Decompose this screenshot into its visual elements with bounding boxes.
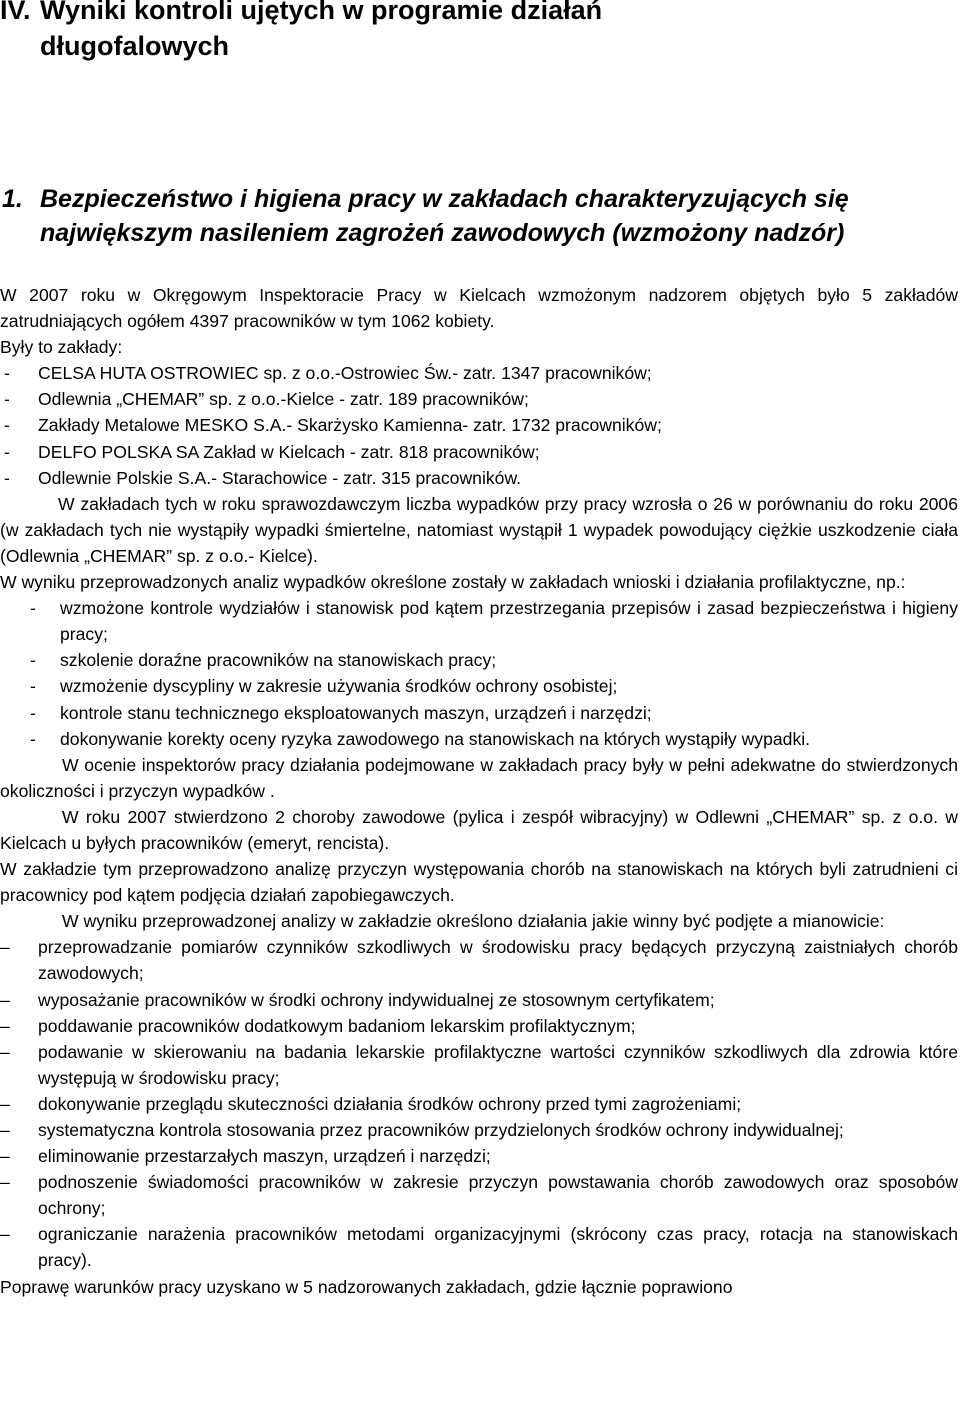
list-bullet: – <box>0 1041 10 1062</box>
measure-item <box>0 1143 958 1169</box>
list-item-text: ograniczanie narażenia pracowników metodami organizacyjnymi (skrócony czas pracy, rotacja na stanowiskach pracy). <box>38 1224 958 1271</box>
list-bullet: - <box>30 728 36 749</box>
list-item-text: dokonywanie przeglądu skuteczności działania środków ochrony przed tymi zagrożeniami; <box>38 1093 742 1114</box>
section-title-line2: długofalowych <box>40 31 229 61</box>
measure-item <box>0 1039 958 1091</box>
section-number: IV. <box>0 0 31 25</box>
accidents-paragraph: W zakładach tych w roku sprawozdawczym liczba wypadków przy pracy wzrosła o 26 w porównaniu do roku 2006 (w zakładach tych nie wystąpiły wypadki śmiertelne, natomiast wystąpił 1 wypadek powodujący ciężkie uszkodzenie ciała (Odlewnia „CHEMAR” sp. z o.o.- Kielce). <box>0 493 958 566</box>
list-item-text: wyposażanie pracowników w środki ochrony indywidualnej ze stosownym certyfikatem; <box>38 989 715 1010</box>
preventive-action-item <box>0 647 958 673</box>
list-bullet: - <box>4 415 10 436</box>
measure-item <box>0 934 958 986</box>
list-item-text: CELSA HUTA OSTROWIEC sp. z o.o.-Ostrowiec Św.- zatr. 1347 pracowników; <box>38 363 652 384</box>
preventive-action-item <box>0 726 958 752</box>
list-bullet: – <box>0 1015 10 1036</box>
list-item-text: podawanie w skierowaniu na badania lekarskie profilaktyczne wartości czynników szkodliwych dla zdrowia które występują w środowisku pracy; <box>38 1041 958 1088</box>
list-bullet: – <box>0 937 10 958</box>
list-bullet: – <box>0 1146 10 1167</box>
subsection-title-line1: Bezpieczeństwo i higiena pracy w zakładach charakteryzujących się <box>40 185 849 213</box>
list-bullet: – <box>0 1120 10 1140</box>
section-heading <box>0 0 900 64</box>
diseases-paragraph: W roku 2007 stwierdzono 2 choroby zawodowe (pylica i zespół wibracyjny) w Odlewni „CHEMAR” sp. z o.o. w Kielcach u byłych pracowników (emeryt, rencista). <box>0 806 958 853</box>
plant-item <box>0 465 958 491</box>
list-item-text: DELFO POLSKA SA Zakład w Kielcach - zatr. 818 pracowników; <box>38 441 540 462</box>
assessment-paragraph: W ocenie inspektorów pracy działania podejmowane w zakładach pracy były w pełni adekwatne do stwierdzonych okoliczności i przyczyn wypadków . <box>0 754 958 801</box>
intro-paragraph: W 2007 roku w Okręgowym Inspektoracie Pracy w Kielcach wzmożonym nadzorem objętych było 5 zakładów zatrudniających ogółem 4397 pracowników w tym 1062 kobiety. <box>0 285 958 332</box>
conclusions-paragraph: W wyniku przeprowadzonych analiz wypadków określone zostały w zakładach wnioski i działania profilaktyczne, np.: <box>0 572 906 593</box>
plant-item <box>0 439 958 465</box>
measures-paragraph: W wyniku przeprowadzonej analizy w zakładzie określono działania jakie winny być podjęte a mianowicie: <box>62 911 885 932</box>
measure-item <box>0 1013 958 1039</box>
plant-item <box>0 360 958 386</box>
subsection-number: 1. <box>2 185 23 213</box>
list-bullet: - <box>4 363 10 384</box>
list-bullet: – <box>0 1224 10 1245</box>
plant-item <box>0 386 958 412</box>
plants-heading: Były to zakłady: <box>0 337 123 358</box>
preventive-action-item <box>0 700 958 726</box>
list-item-text: systematyczna kontrola stosowania przez pracowników przydzielonych środków ochrony indywidualnej; <box>38 1120 844 1140</box>
list-bullet: - <box>4 441 10 462</box>
list-bullet: - <box>30 650 36 671</box>
list-item-text: wzmożone kontrole wydziałów i stanowisk pod kątem przestrzegania przepisów i zasad bezpieczeństwa i higieny pracy; <box>60 598 958 645</box>
preventive-action-item <box>0 673 958 699</box>
list-item-text: Zakłady Metalowe MESKO S.A.- Skarżysko Kamienna- zatr. 1732 pracowników; <box>38 415 662 436</box>
measures-list <box>0 934 958 1273</box>
list-bullet: - <box>4 389 10 410</box>
measure-item <box>0 987 958 1013</box>
subsection-title-line2: największym nasileniem zagrożeń zawodowych (wzmożony nadzór) <box>40 219 845 247</box>
measure-item <box>0 1091 958 1117</box>
list-item-text: przeprowadzanie pomiarów czynników szkodliwych w środowisku pracy będących przyczyną zaistniałych chorób zawodowych; <box>38 937 958 984</box>
preventive-action-item <box>0 595 958 647</box>
section-title-line1: Wyniki kontroli ujętych w programie działań <box>40 0 603 25</box>
list-bullet: – <box>0 989 10 1010</box>
list-bullet: – <box>0 1172 10 1193</box>
list-bullet: - <box>30 702 36 723</box>
list-item-text: wzmożenie dyscypliny w zakresie używania środków ochrony osobistej; <box>60 676 618 697</box>
list-bullet: - <box>30 598 36 619</box>
subsection-heading <box>2 182 960 250</box>
list-item-text: kontrole stanu technicznego eksploatowanych maszyn, urządzeń i narzędzi; <box>60 702 652 723</box>
list-item-text: poddawanie pracowników dodatkowym badaniom lekarskim profilaktycznym; <box>38 1015 636 1036</box>
plant-item <box>0 412 958 438</box>
list-item-text: eliminowanie przestarzałych maszyn, urządzeń i narzędzi; <box>38 1146 491 1167</box>
list-item-text: podnoszenie świadomości pracowników w zakresie przyczyn powstawania chorób zawodowych oraz sposobów ochrony; <box>38 1172 958 1219</box>
list-item-text: Odlewnie Polskie S.A.- Starachowice - zatr. 315 pracowników. <box>38 467 522 488</box>
measure-item <box>0 1221 958 1273</box>
measure-item <box>0 1169 958 1221</box>
list-bullet: – <box>0 1093 10 1114</box>
list-bullet: - <box>4 467 10 488</box>
list-item-text: szkolenie doraźne pracowników na stanowiskach pracy; <box>60 650 497 671</box>
plants-list <box>0 360 958 490</box>
list-item-text: Odlewnia „CHEMAR” sp. z o.o.-Kielce - zatr. 189 pracowników; <box>38 389 529 410</box>
document-body <box>0 282 958 1300</box>
analysis-paragraph: W zakładzie tym przeprowadzono analizę przyczyn występowania chorób na stanowiskach na których byli zatrudnieni ci pracownicy pod kątem podjęcia działań zapobiegawczych. <box>0 859 958 906</box>
final-paragraph: Poprawę warunków pracy uzyskano w 5 nadzorowanych zakładach, gdzie łącznie poprawiono <box>0 1276 733 1297</box>
list-item-text: dokonywanie korekty oceny ryzyka zawodowego na stanowiskach na których wystąpiły wypadki. <box>60 728 811 749</box>
list-bullet: - <box>30 676 36 697</box>
preventive-actions-list <box>0 595 958 752</box>
measure-item <box>0 1117 958 1143</box>
